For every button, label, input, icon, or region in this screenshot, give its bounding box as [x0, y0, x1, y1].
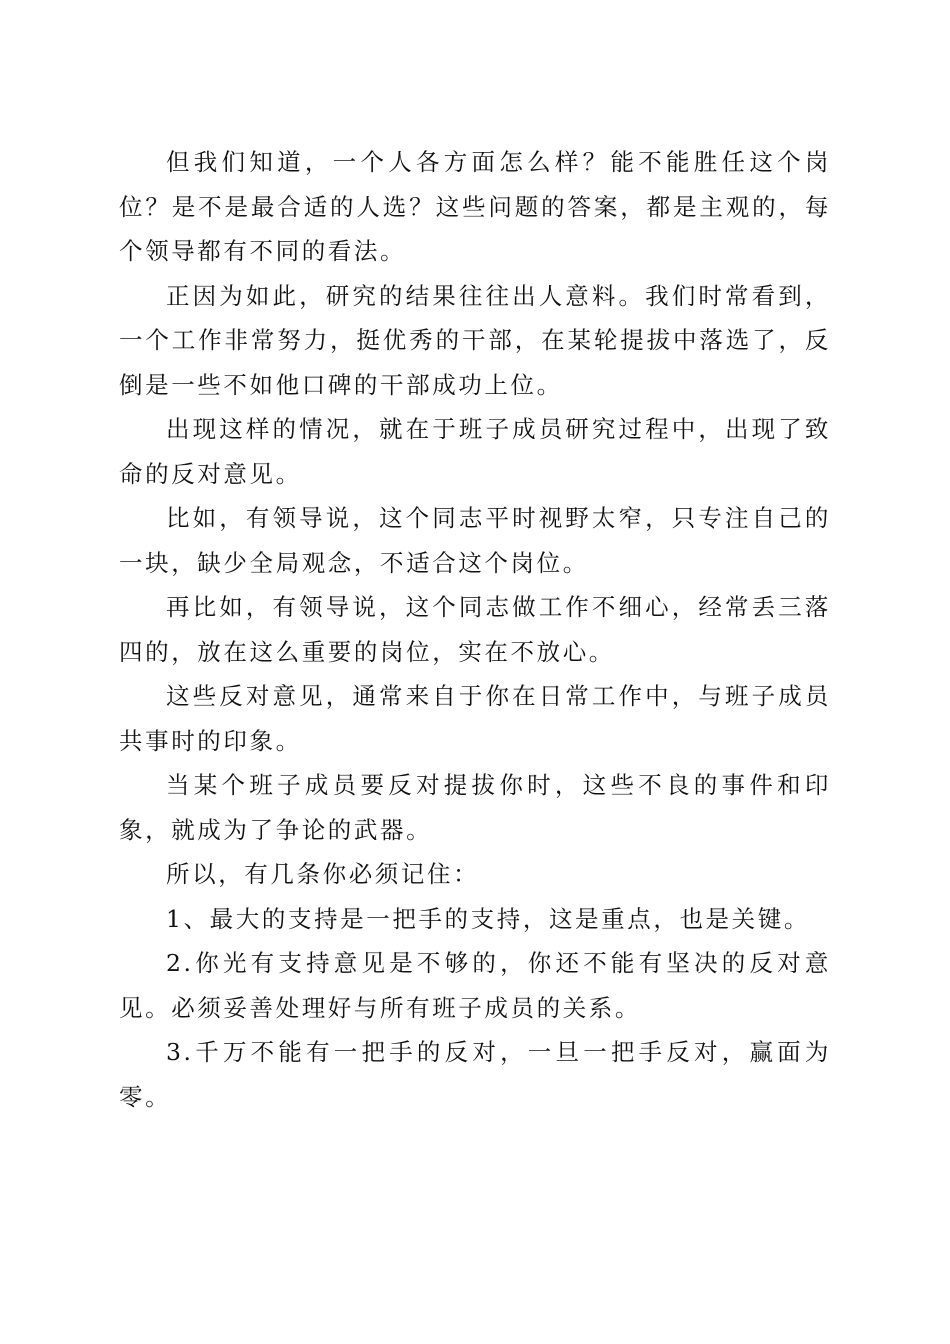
paragraph: 再比如，有领导说，这个同志做工作不细心，经常丢三落四的，放在这么重要的岗位，实在不放心。 — [119, 593, 831, 666]
paragraph: 出现这样的情况，就在于班子成员研究过程中，出现了致命的反对意见。 — [119, 415, 831, 488]
list-item: 3.千万不能有一把手的反对，一旦一把手反对，赢面为零。 — [119, 1038, 831, 1111]
list-item: 1、最大的支持是一把手的支持，这是重点，也是关键。 — [166, 904, 810, 933]
paragraph: 但我们知道，一个人各方面怎么样？能不能胜任这个岗位？是不是最合适的人选？这些问题的答案，都是主观的，每个领导都有不同的看法。 — [119, 148, 831, 265]
document-body — [119, 140, 831, 1119]
paragraph: 所以，有几条你必须记住： — [166, 860, 480, 888]
paragraph: 这些反对意见，通常来自于你在日常工作中，与班子成员共事时的印象。 — [119, 682, 831, 755]
paragraph: 比如，有领导说，这个同志平时视野太窄，只专注自己的一块，缺少全局观念，不适合这个岗位。 — [119, 504, 831, 577]
paragraph: 正因为如此，研究的结果往往出人意料。我们时常看到，一个工作非常努力，挺优秀的干部，在某轮提拔中落选了，反倒是一些不如他口碑的干部成功上位。 — [119, 281, 831, 399]
list-item: 2.你光有支持意见是不够的，你还不能有坚决的反对意见。必须妥善处理好与所有班子成员的关系。 — [119, 949, 831, 1022]
paragraph: 当某个班子成员要反对提拔你时，这些不良的事件和印象，就成为了争论的武器。 — [119, 771, 831, 844]
